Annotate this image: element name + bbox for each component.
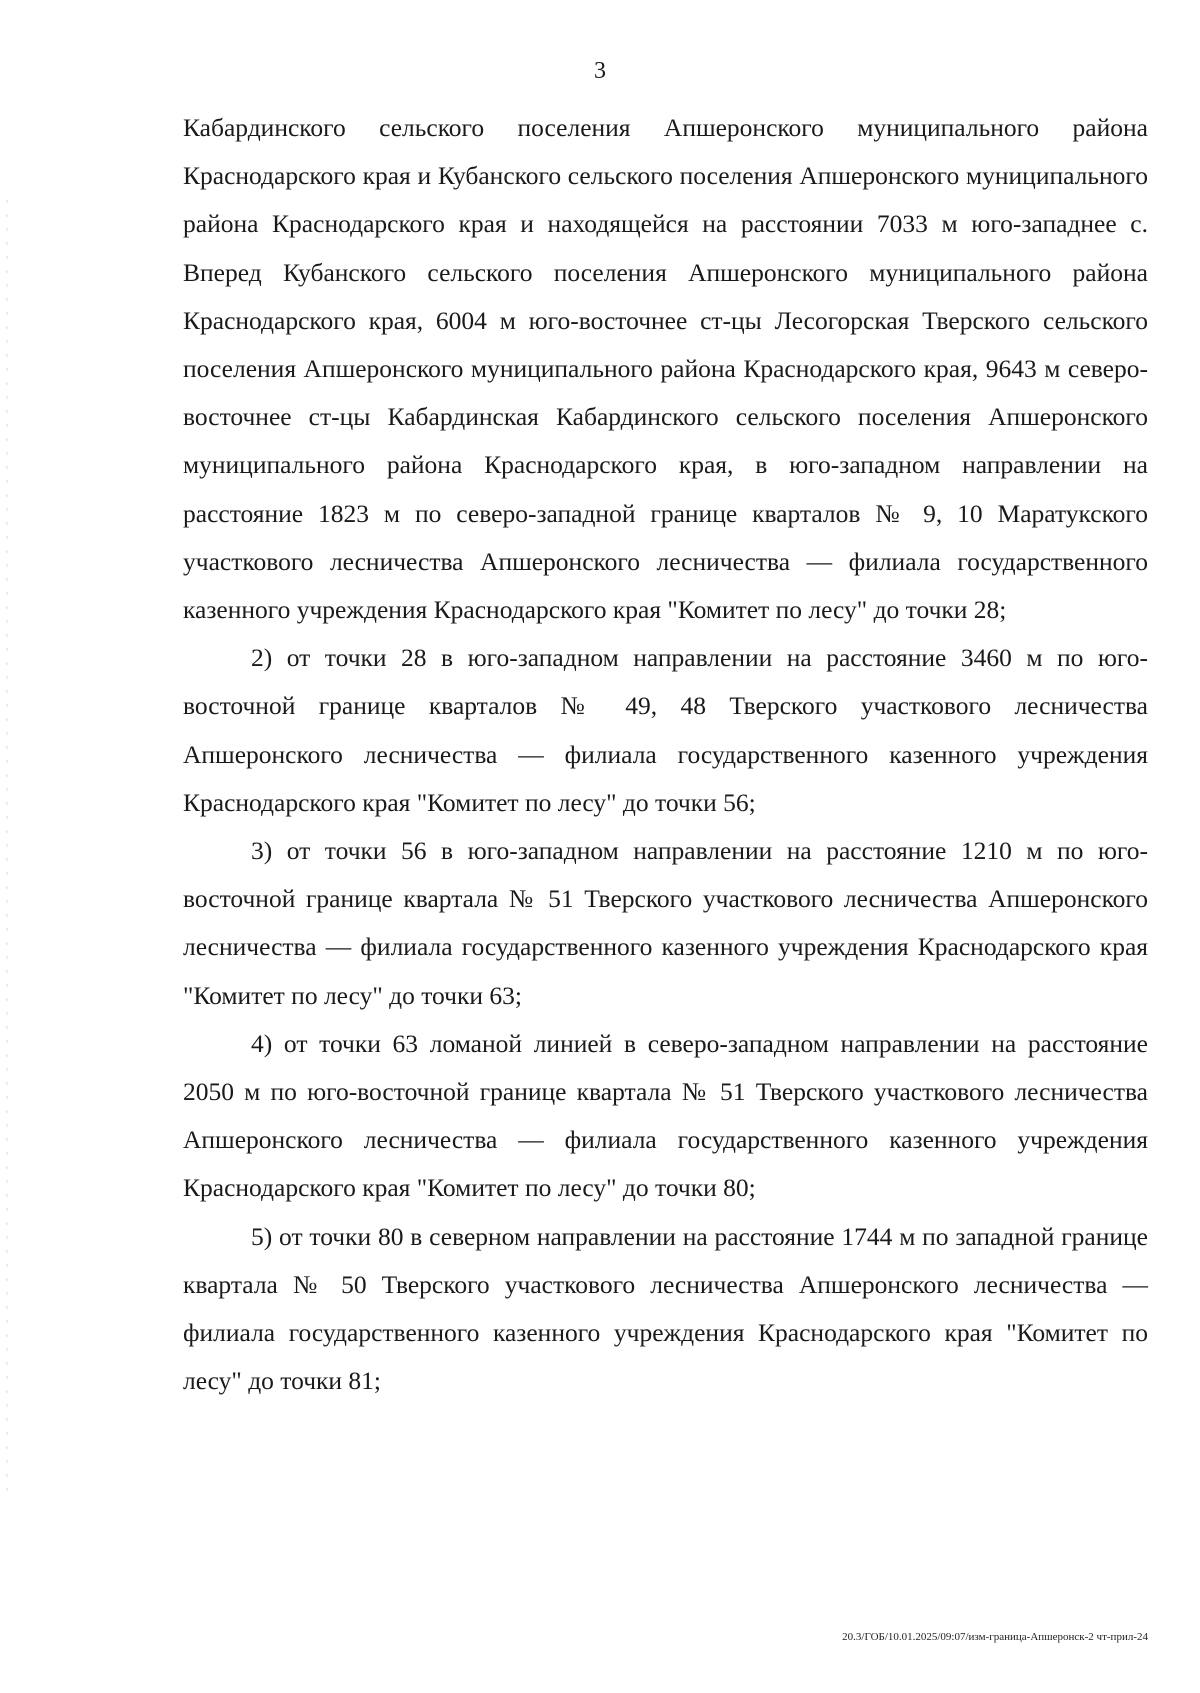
paragraph-item-3: 3) от точки 56 в юго-западном направлении на расстояние 1210 м по юго-восточной границе квартала № 51 Тверского участкового лесничества Апшеронского лесничества — филиала государственного казенного учреждения Краснодарского края "Комитет по лесу" до точки 63; — [183, 836, 1148, 1010]
document-footer-reference: 20.3/ГОБ/10.01.2025/09:07/изм-граница-Апшеронск-2 чт-прил-24 — [842, 1631, 1148, 1643]
paragraph-item-5: 5) от точки 80 в северном направлении на расстояние 1744 м по западной границе квартала № 50 Тверского участкового лесничества Апшеронского лесничества — филиала государственного казенного учреждения Краснодарского края "Комитет по лесу" до точки 81; — [183, 1221, 1148, 1396]
document-body — [183, 104, 1148, 1405]
paragraph-item-4: 4) от точки 63 ломаной линией в северо-западном направлении на расстояние 2050 м по юго-восточной границе квартала № 51 Тверского участкового лесничества Апшеронского лесничества — филиала государственного казенного учреждения Краснодарского края "Комитет по лесу" до точки 80; — [183, 1028, 1148, 1203]
paragraph-item-2: 2) от точки 28 в юго-западном направлении на расстояние 3460 м по юго-восточной границе кварталов № 49, 48 Тверского участкового лесничества Апшеронского лесничества — филиала государственного казенного учреждения Краснодарского края "Комитет по лесу" до точки 56; — [183, 643, 1148, 817]
page-number: 3 — [594, 58, 606, 84]
scan-edge-artifact — [6, 200, 8, 1500]
paragraph-continuation: Кабардинского сельского поселения Апшеронского муниципального района Краснодарского края и Кубанского сельского поселения Апшеронского муниципального района Краснодарского края и находящейся на расстоянии 7033 м юго-западнее с. Вперед Кубанского сельского поселения Апшеронского муниципального района Краснодарского края, 6004 м юго-восточнее ст-цы Лесогорская Тверского сельского поселения Апшеронского муниципального района Краснодарского края, 9643 м северо-восточнее ст-цы Кабардинская Кабардинского сельского поселения Апшеронского муниципального района Краснодарского края, в юго-западном направлении на расстояние 1823 м по северо-западной границе кварталов № 9, 10 Маратукского участкового лесничества Апшеронского лесничества — филиала государственного казенного учреждения Краснодарского края "Комитет по лесу" до точки 28; — [183, 113, 1148, 625]
